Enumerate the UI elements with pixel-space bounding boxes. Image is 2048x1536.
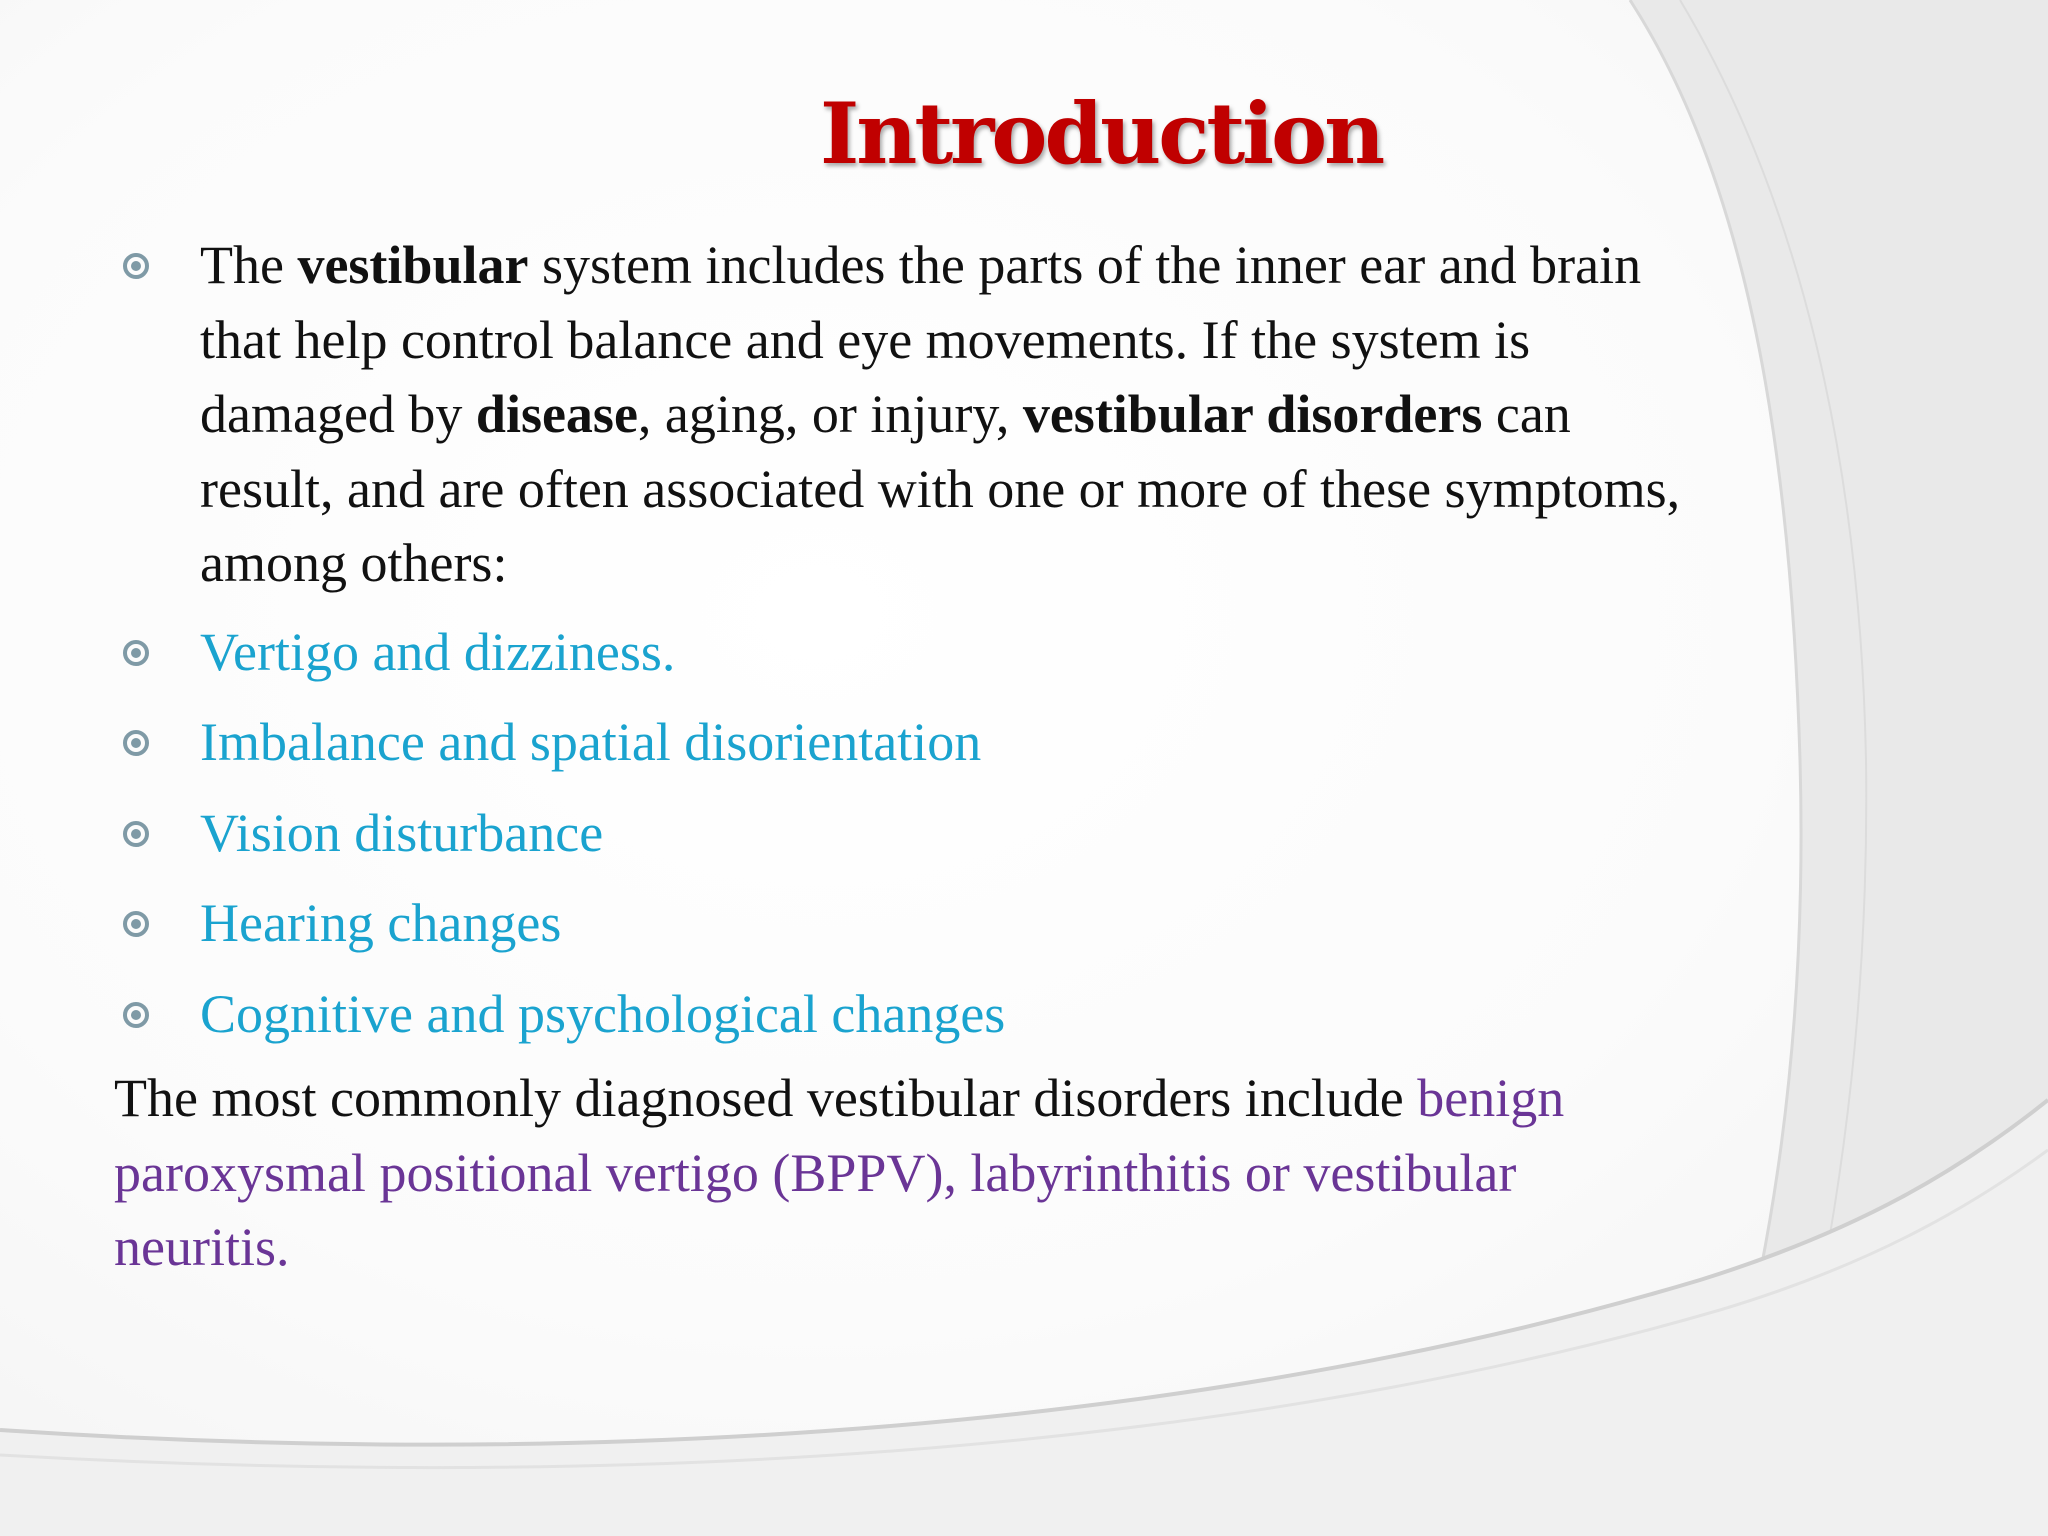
symptom-text: Vertigo and dizziness. (200, 621, 676, 682)
disorder-list-text: benign paroxysmal positional vertigo (BPPV), labyrinthitis or vestibular neuritis. (114, 1068, 1565, 1277)
circle-dot-bullet-icon (123, 1002, 149, 1028)
symptom-text: Vision disturbance (200, 802, 604, 863)
symptom-bullet (110, 705, 1700, 780)
circle-dot-bullet-icon (123, 821, 149, 847)
circle-dot-bullet-icon (123, 730, 149, 756)
circle-dot-bullet-icon (123, 911, 149, 937)
symptom-bullet (110, 886, 1700, 961)
symptom-bullet (110, 796, 1700, 871)
closing-paragraph (110, 1061, 1700, 1285)
symptom-text: Imbalance and spatial disorientation (200, 712, 982, 772)
bullet-list (110, 228, 1700, 1051)
closing-lead-text: The most commonly diagnosed vestibular disorders include (114, 1068, 1418, 1128)
bold-term-disease: disease (475, 384, 638, 444)
circle-dot-bullet-icon (123, 640, 149, 666)
bold-term-vestibular: vestibular (297, 235, 529, 295)
intro-bullet (110, 228, 1700, 601)
bold-term-vestibular-disorders: vestibular disorders (1022, 384, 1483, 444)
symptom-text: Hearing changes (200, 893, 562, 953)
symptom-bullet (110, 977, 1700, 1052)
slide-title: Introduction (820, 84, 1383, 183)
circle-dot-bullet-icon (123, 253, 149, 279)
symptom-text: Cognitive and psychological changes (200, 983, 1006, 1044)
slide-content (110, 228, 1700, 1285)
intro-text: The vestibular system includes the parts of the inner ear and brain that help control balance and eye movements. If the system is damaged by disease, aging, or injury, vestibular disorders can result, and are often associated with one or more of these symptoms, among others: (200, 235, 1681, 593)
symptom-bullet (110, 615, 1700, 690)
